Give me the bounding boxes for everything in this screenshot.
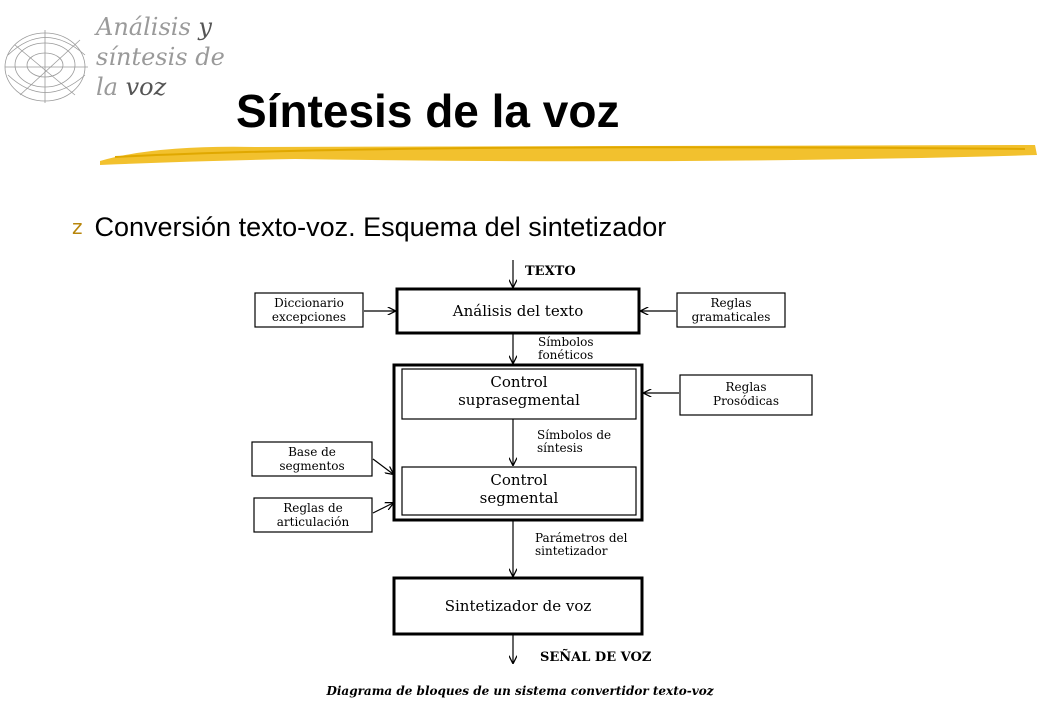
phonetic-label-1: Símbolos	[538, 335, 594, 349]
input-label: TEXTO	[525, 264, 576, 279]
synthesis-symbols-label-2: síntesis	[537, 441, 583, 455]
logo-text: Análisis y síntesis de la voz	[96, 13, 225, 101]
block-diagram	[240, 255, 840, 715]
block-analysis-label: Análisis del texto	[452, 302, 584, 320]
block-articulation-rules-label-2: articulación	[276, 515, 350, 529]
block-suprasegmental-label-1: Control	[490, 373, 548, 391]
parameters-label-1: Parámetros del	[535, 531, 628, 545]
arrow-articulation-rules	[373, 503, 393, 513]
block-segment-base-label-1: Base de	[288, 445, 336, 459]
phonetic-label-2: fonéticos	[538, 348, 594, 362]
block-dictionary-label-1: Diccionario	[274, 296, 344, 310]
title-underline-brush	[95, 135, 1040, 175]
synthesis-symbols-label-1: Símbolos de	[537, 428, 612, 442]
block-prosodic-rules-label-1: Reglas	[725, 380, 767, 394]
output-label: SEÑAL DE VOZ	[540, 650, 652, 665]
block-grammar-rules-label-2: gramaticales	[691, 310, 771, 324]
parameters-label-2: sintetizador	[535, 544, 608, 558]
wave-mesh-icon	[0, 15, 100, 125]
block-segmental-label-2: segmental	[479, 489, 559, 507]
bullet-text: Conversión texto-voz. Esquema del sintetizador	[94, 212, 667, 242]
block-synthesizer-label: Sintetizador de voz	[444, 597, 592, 615]
block-dictionary-label-2: excepciones	[271, 310, 347, 324]
block-articulation-rules-label-1: Reglas de	[283, 501, 343, 515]
logo	[0, 0, 230, 125]
block-suprasegmental-label-2: suprasegmental	[458, 391, 580, 409]
block-segmental-label-1: Control	[490, 471, 548, 489]
arrow-segment-base	[373, 459, 393, 474]
page-title: Síntesis de la voz	[236, 85, 620, 137]
bullet-point	[72, 212, 666, 243]
bullet-icon: z	[72, 215, 83, 239]
diagram-caption: Diagrama de bloques de un sistema convertidor texto-voz	[326, 684, 714, 698]
block-grammar-rules-label-1: Reglas	[710, 296, 752, 310]
block-prosodic-rules-label-2: Prosódicas	[713, 394, 779, 408]
block-segment-base-label-2: segmentos	[279, 459, 345, 473]
